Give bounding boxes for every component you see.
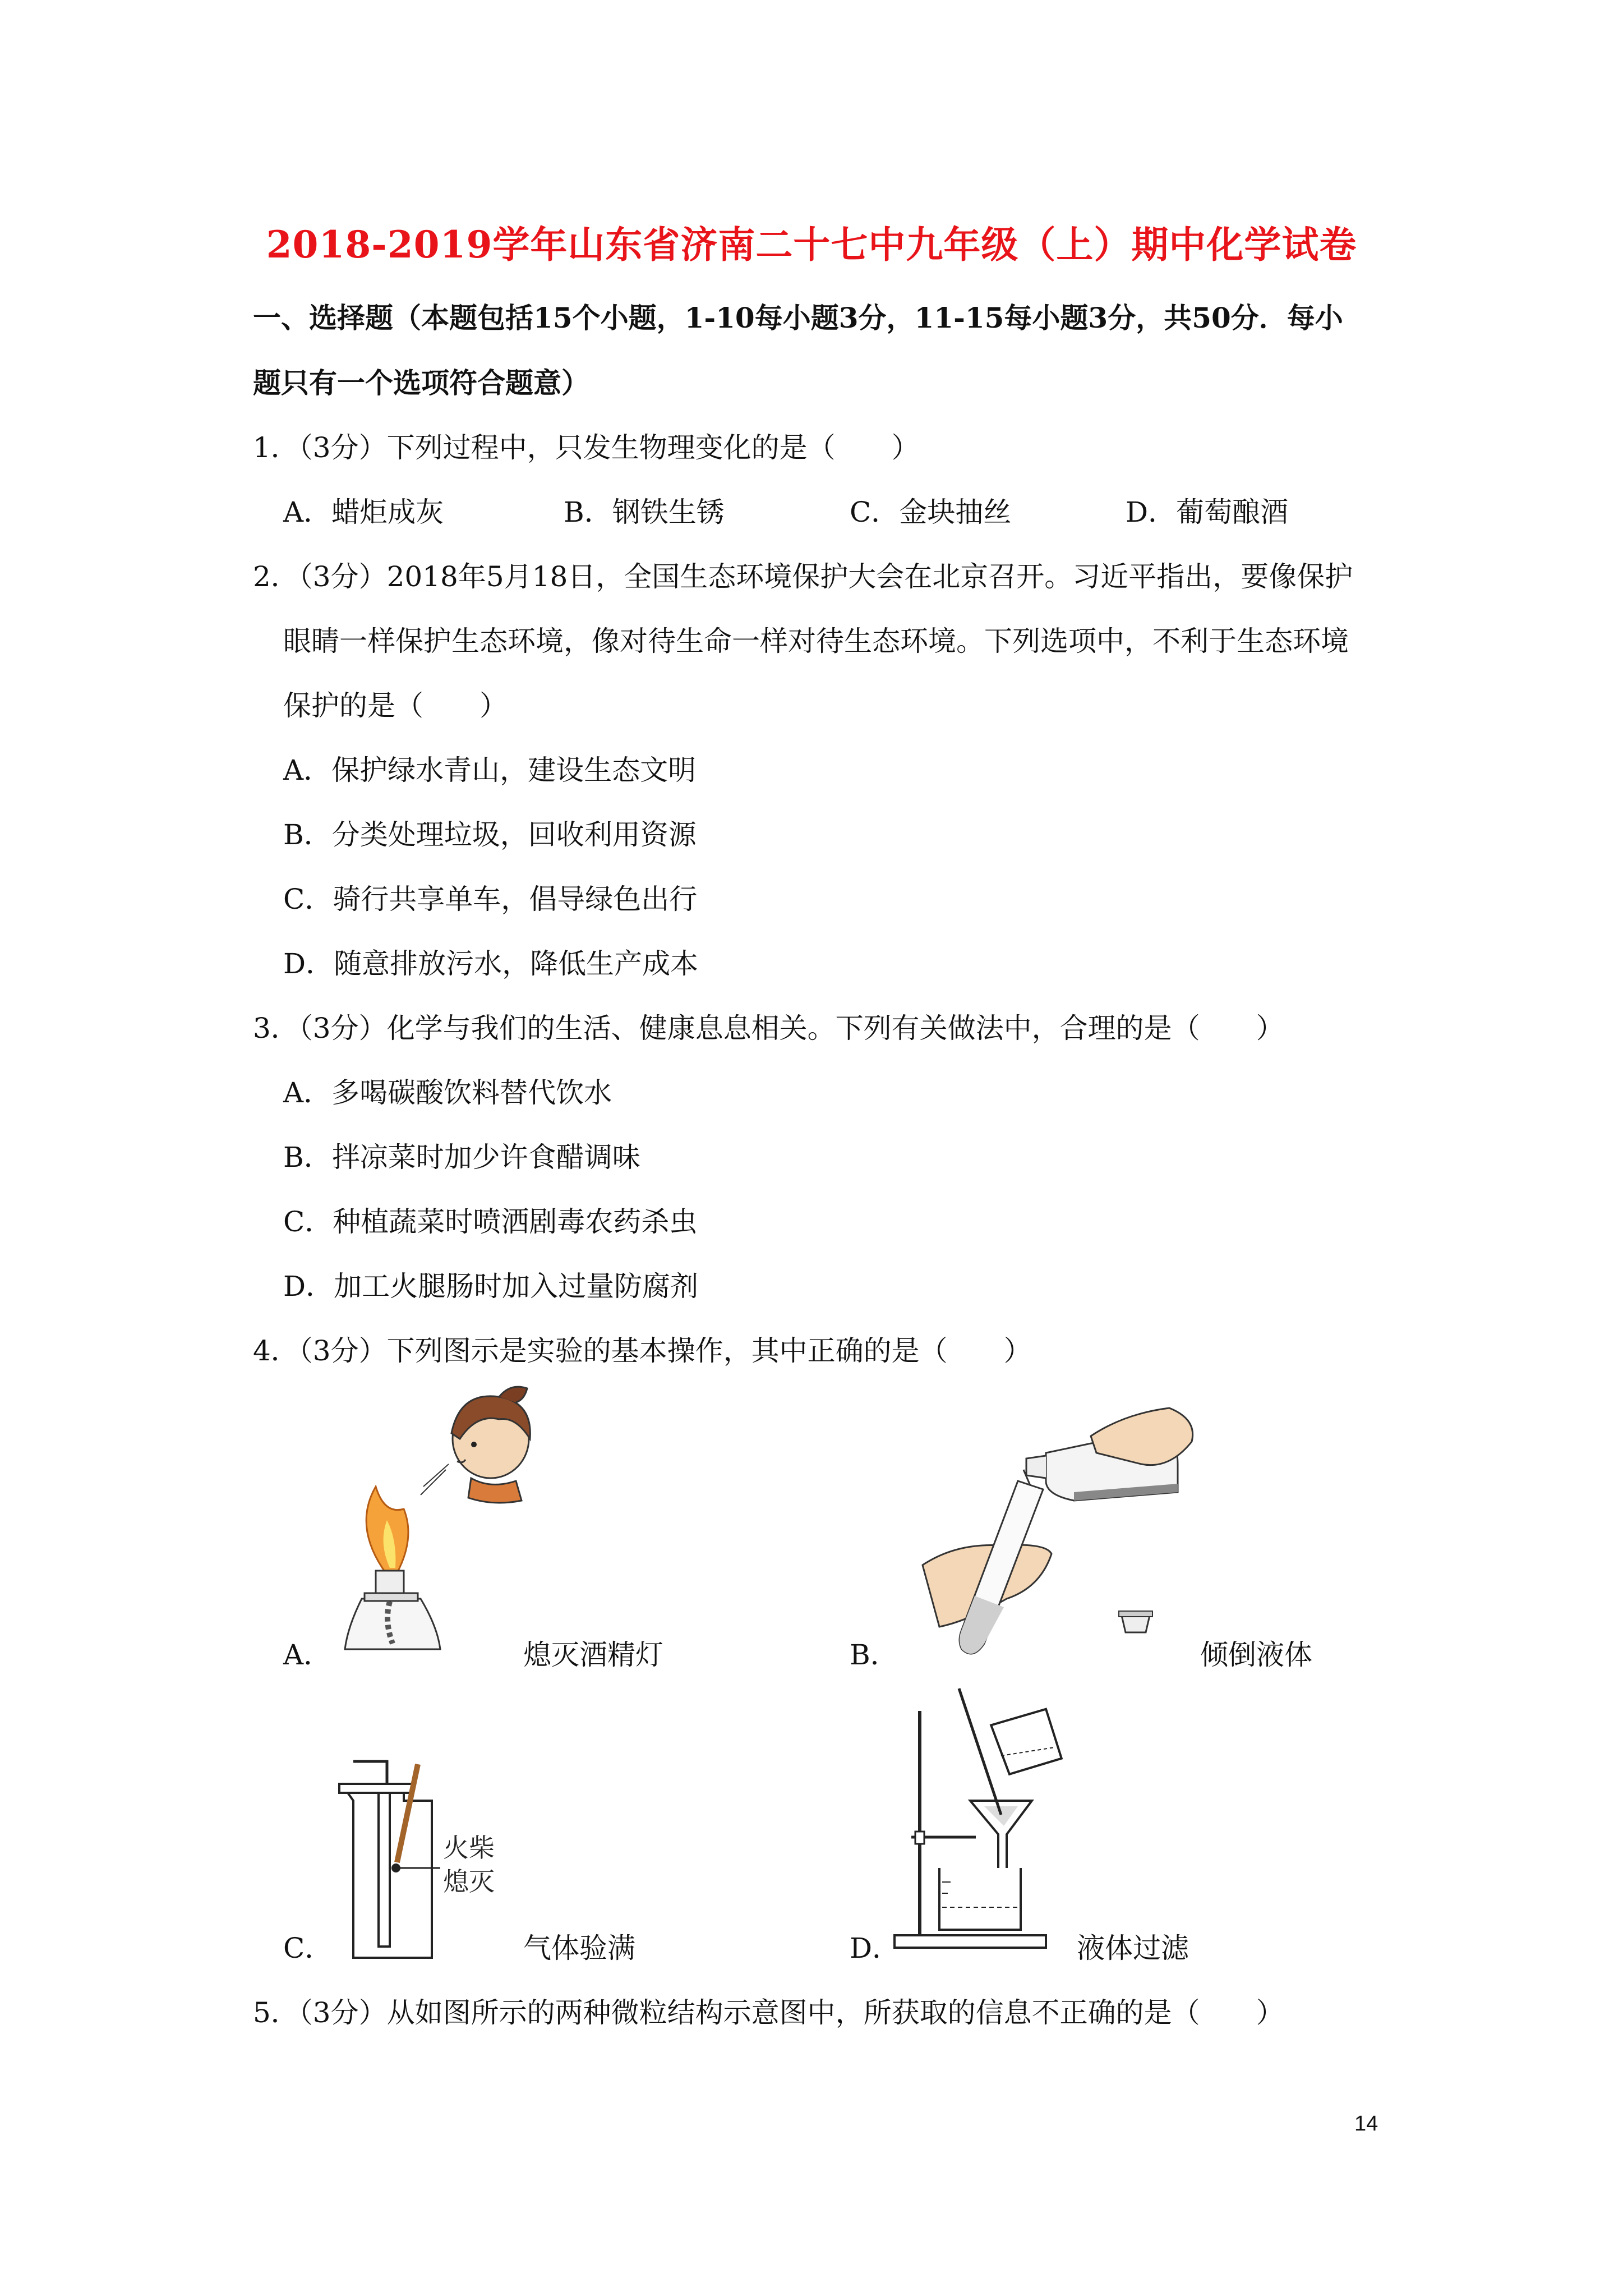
- question-4-caption-d: 液体过滤: [1077, 1932, 1189, 1964]
- question-4-caption-c: 气体验满: [523, 1932, 635, 1964]
- flame-icon: [366, 1487, 408, 1571]
- question-1-option-d: D．葡萄酿酒: [1126, 496, 1289, 528]
- question-3-option-c: C．种植蔬菜时喷洒剧毒农药杀虫: [283, 1205, 698, 1238]
- question-1-stem: 1．（3分）下列过程中，只发生物理变化的是（ ）: [253, 431, 920, 464]
- figure-a-extinguish-lamp: [331, 1386, 555, 1677]
- girl-head-icon: [451, 1387, 530, 1503]
- section-heading-line1: 一、选择题（本题包括15个小题，1-10每小题3分，11-15每小题3分，共50分．每小: [253, 301, 1343, 334]
- question-2-stem-line1: 2．（3分）2018年5月18日，全国生态环境保护大会在北京召开。习近平指出，要像保护: [253, 560, 1353, 593]
- section-heading-line2: 题只有一个选项符合题意）: [253, 366, 589, 399]
- hand-icon: [923, 1408, 1193, 1627]
- question-3-option-d: D．加工火腿肠时加入过量防腐剂: [283, 1270, 699, 1303]
- question-3-stem: 3．（3分）化学与我们的生活、健康息息相关。下列有关做法中，合理的是（ ）: [253, 1012, 1284, 1045]
- question-4-option-c-letter: C．: [283, 1932, 333, 1964]
- question-4-option-b-letter: B．: [850, 1639, 898, 1671]
- receiving-beaker-icon: [939, 1868, 1021, 1930]
- question-1-option-a: A．蜡炬成灰: [283, 496, 444, 528]
- question-2-option-a: A．保护绿水青山，建设生态文明: [283, 754, 697, 786]
- question-2-option-b: B．分类处理垃圾，回收利用资源: [283, 818, 697, 851]
- question-2-option-c: C．骑行共享单车，倡导绿色出行: [283, 883, 698, 915]
- figure-c-label-extinguished: 熄灭: [443, 1866, 495, 1897]
- page-number: 14: [1354, 2112, 1378, 2136]
- question-2-option-d: D．随意排放污水，降低生产成本: [283, 947, 699, 980]
- question-2-stem-line3: 保护的是（ ）: [283, 689, 508, 722]
- gas-bottle-icon: [339, 1761, 432, 1958]
- page-title: 2018-2019学年山东省济南二十七中九年级（上）期中化学试卷: [266, 223, 1357, 266]
- question-4-option-a-letter: A．: [283, 1639, 332, 1671]
- pouring-beaker-icon: [990, 1708, 1062, 1775]
- question-1-option-b: B．钢铁生锈: [564, 496, 725, 528]
- figure-d-filtration: [886, 1688, 1077, 1958]
- question-4-caption-a: 熄灭酒精灯: [523, 1639, 663, 1671]
- question-1-option-c: C．金块抽丝: [850, 496, 1012, 528]
- figure-c-gas-full-test: [336, 1756, 527, 1980]
- question-4-stem: 4．（3分）下列图示是实验的基本操作，其中正确的是（ ）: [253, 1335, 1032, 1367]
- question-5-stem: 5．（3分）从如图所示的两种微粒结构示意图中，所获取的信息不正确的是（ ）: [253, 1996, 1284, 2029]
- glass-rod-icon: [959, 1688, 1001, 1815]
- question-3-option-b: B．拌凉菜时加少许食醋调味: [283, 1141, 640, 1174]
- question-4-caption-b: 倾倒液体: [1200, 1639, 1312, 1671]
- figure-c-label-match: 火柴: [443, 1833, 495, 1863]
- bottle-stopper-icon: [1119, 1611, 1152, 1632]
- question-4-option-d-letter: D．: [850, 1932, 901, 1964]
- alcohol-lamp-icon: [345, 1571, 440, 1649]
- question-3-option-a: A．多喝碳酸饮料替代饮水: [283, 1076, 612, 1109]
- question-2-stem-line2: 眼睛一样保护生态环境，像对待生命一样对待生态环境。下列选项中，不利于生态环境: [283, 625, 1349, 657]
- figure-b-pour-liquid: [906, 1402, 1220, 1666]
